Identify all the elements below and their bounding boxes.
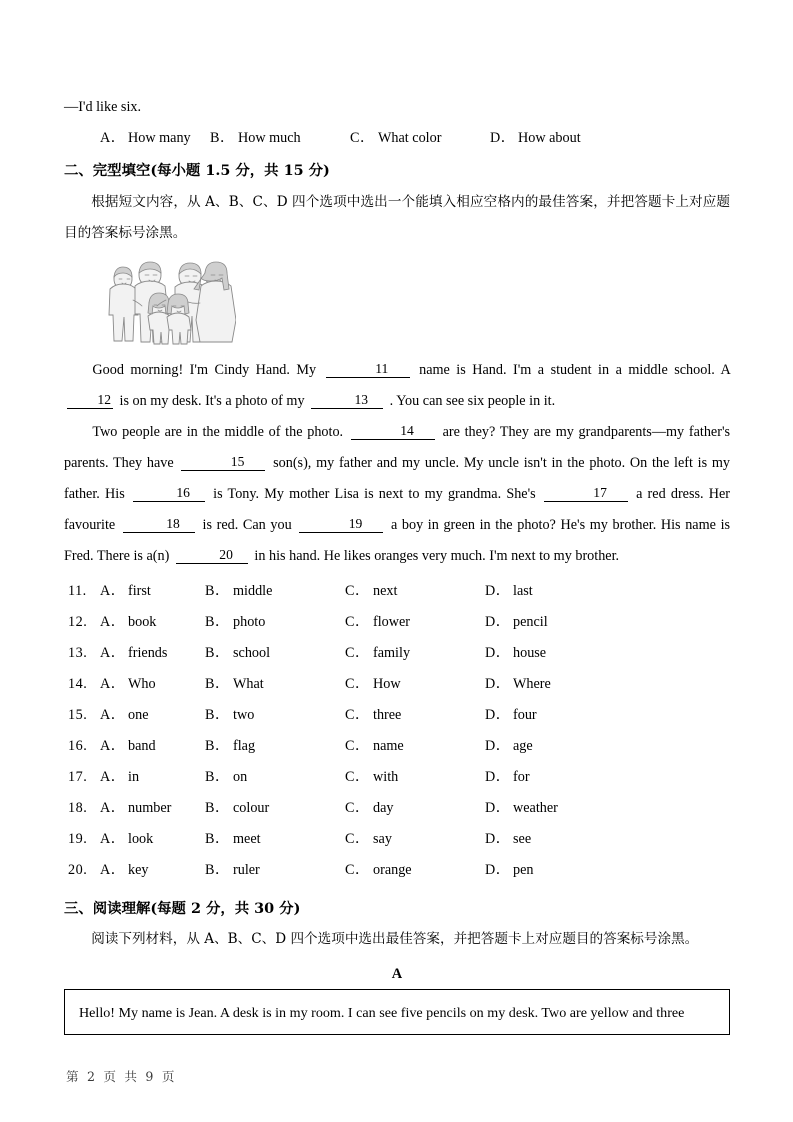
option-d-text-13[interactable]: house	[513, 645, 547, 661]
cloze-passage-paragraph-1	[64, 355, 730, 417]
option-c-label-20: C．	[345, 862, 370, 878]
option-a-text-12[interactable]: book	[128, 614, 157, 630]
question-number-19: 19.	[68, 831, 88, 847]
cloze-blank-20[interactable]: 20	[176, 547, 248, 564]
option-c-label: C．	[350, 130, 375, 146]
option-d-label-14: D．	[485, 676, 511, 692]
option-d-text-12[interactable]: pencil	[513, 614, 548, 630]
option-c-label-15: C．	[345, 707, 370, 723]
option-b-label-18: B．	[205, 800, 230, 816]
option-c-text-17[interactable]: with	[373, 769, 399, 785]
material-letter-a: A	[391, 966, 403, 982]
option-d-text-17[interactable]: for	[513, 769, 530, 785]
option-a-label-16: A．	[100, 738, 126, 754]
option-a-text-18[interactable]: number	[128, 800, 172, 816]
option-b-text-11[interactable]: middle	[233, 583, 273, 599]
option-b-text-13[interactable]: school	[233, 645, 271, 661]
option-b-label-20: B．	[205, 862, 230, 878]
option-b-label-19: B．	[205, 831, 230, 847]
carryover-question-stem: —I'd like six.	[64, 99, 142, 115]
question-number-16: 16.	[68, 738, 88, 754]
option-c-text-19[interactable]: say	[373, 831, 392, 847]
cloze-option-list	[64, 576, 730, 886]
option-a-text-15[interactable]: one	[128, 707, 149, 723]
option-a-text-14[interactable]: Who	[128, 676, 156, 692]
passage-text: Good morning! I'm Cindy Hand. My	[92, 362, 317, 378]
option-d-label-19: D．	[485, 831, 511, 847]
page-content	[64, 92, 730, 1035]
cloze-blank-14[interactable]: 14	[351, 423, 435, 440]
option-a-label-20: A．	[100, 862, 126, 878]
option-d-label-16: D．	[485, 738, 511, 754]
option-c-text[interactable]: What color	[378, 130, 442, 146]
option-b-label-15: B．	[205, 707, 230, 723]
cloze-blank-13[interactable]: 13	[311, 392, 383, 409]
option-b-text-14[interactable]: What	[233, 676, 264, 692]
option-a-label-17: A．	[100, 769, 126, 785]
option-b-text-15[interactable]: two	[233, 707, 255, 723]
option-b-label-16: B．	[205, 738, 230, 754]
option-d-text-15[interactable]: four	[513, 707, 537, 723]
option-b-label-12: B．	[205, 614, 230, 630]
option-d-label-15: D．	[485, 707, 511, 723]
option-c-label-12: C．	[345, 614, 370, 630]
option-a-label-11: A．	[100, 583, 126, 599]
cloze-passage-paragraph-2	[64, 417, 730, 572]
reading-material-text: Hello! My name is Jean. A desk is in my room. I can see five pencils on my desk. Two are yellow and three	[79, 1005, 685, 1021]
option-c-label-13: C．	[345, 645, 370, 661]
option-c-text-15[interactable]: three	[373, 707, 402, 723]
passage-text: is Tony. My mother Lisa is next to my grandma. She's	[213, 486, 536, 502]
question-number-18: 18.	[68, 800, 88, 816]
option-b-label-13: B．	[205, 645, 230, 661]
option-d-text-11[interactable]: last	[513, 583, 533, 599]
option-d-label-20: D．	[485, 862, 511, 878]
option-c-text-16[interactable]: name	[373, 738, 404, 754]
option-b-text-18[interactable]: colour	[233, 800, 270, 816]
option-a-text-19[interactable]: look	[128, 831, 154, 847]
cloze-option-row-20	[64, 855, 730, 886]
option-a-label-12: A．	[100, 614, 126, 630]
option-d-text-16[interactable]: age	[513, 738, 533, 754]
passage-text: is red. Can you	[202, 517, 292, 533]
cloze-blank-19[interactable]: 19	[299, 516, 383, 533]
option-a-label-19: A．	[100, 831, 126, 847]
question-number-17: 17.	[68, 769, 88, 785]
option-d-label: D．	[490, 130, 516, 146]
passage-text: a red dress. Her favourite	[64, 486, 731, 533]
option-d-text-20[interactable]: pen	[513, 862, 534, 878]
cloze-blank-18[interactable]: 18	[123, 516, 195, 533]
option-a-label-13: A．	[100, 645, 126, 661]
passage-text: in his hand. He likes oranges very much. I'm next to my brother.	[254, 548, 620, 564]
option-c-text-14[interactable]: How	[373, 676, 401, 692]
passage-text: is on my desk. It's a photo of my	[119, 393, 305, 409]
cloze-blank-15[interactable]: 15	[181, 454, 265, 471]
cloze-blank-11[interactable]: 11	[326, 361, 410, 378]
option-c-label-11: C．	[345, 583, 370, 599]
passage-text: son(s), my father and my uncle. My uncle isn't in the photo. On the left is my father. His	[64, 455, 730, 502]
cloze-option-row-14	[64, 669, 730, 700]
section-three-heading: 三、阅读理解(每题 2 分，共 30 分)	[64, 900, 301, 917]
question-number-15: 15.	[68, 707, 88, 723]
cloze-option-row-17	[64, 762, 730, 793]
option-b-text-19[interactable]: meet	[233, 831, 261, 847]
option-a-label: A．	[100, 130, 126, 146]
section-two-instruction: 根据短文内容，从 A、B、C、D 四个选项中选出一个能填入相应空格内的最佳答案，并把答题卡上对应题目的答案标号涂黑。	[64, 194, 730, 241]
question-number-13: 13.	[68, 645, 88, 661]
option-c-text-18[interactable]: day	[373, 800, 394, 816]
passage-text: . You can see six people in it.	[389, 393, 556, 409]
cloze-option-row-15	[64, 700, 730, 731]
option-c-label-16: C．	[345, 738, 370, 754]
section-two-heading: 二、完型填空(每小题 1.5 分，共 15 分)	[64, 162, 330, 179]
option-b-label-17: B．	[205, 769, 230, 785]
passage-text: are they? They are my grandparents—my father's parents. They have	[64, 424, 731, 471]
page-footer: 第 2 页 共 9 页	[66, 1069, 177, 1084]
cloze-option-row-16	[64, 731, 730, 762]
option-c-text-20[interactable]: orange	[373, 862, 412, 878]
option-a-text-16[interactable]: band	[128, 738, 156, 754]
passage-text: Two people are in the middle of the photo.	[92, 424, 344, 440]
reading-material-box	[64, 989, 730, 1035]
option-d-text-18[interactable]: weather	[513, 800, 558, 816]
option-d-text-14[interactable]: Where	[513, 676, 551, 692]
question-number-11: 11.	[68, 583, 87, 599]
option-b-text-17[interactable]: on	[233, 769, 248, 785]
option-c-label-17: C．	[345, 769, 370, 785]
passage-text: name is Hand. I'm a student in a middle school. A	[419, 362, 730, 378]
option-c-text-13[interactable]: family	[373, 645, 411, 661]
option-a-text-13[interactable]: friends	[128, 645, 168, 661]
option-b-text[interactable]: How much	[238, 130, 301, 146]
option-a-text[interactable]: How many	[128, 130, 191, 146]
cloze-option-row-18	[64, 793, 730, 824]
question-number-12: 12.	[68, 614, 88, 630]
option-b-text-16[interactable]: flag	[233, 738, 256, 754]
option-b-label: B．	[210, 130, 235, 146]
cloze-blank-12[interactable]: 12	[67, 392, 113, 409]
question-number-20: 20.	[68, 862, 88, 878]
cloze-option-row-12	[64, 607, 730, 638]
option-d-text-19[interactable]: see	[513, 831, 532, 847]
cloze-option-row-13	[64, 638, 730, 669]
option-a-label-14: A．	[100, 676, 126, 692]
option-d-label-18: D．	[485, 800, 511, 816]
question-number-14: 14.	[68, 676, 88, 692]
option-d-label-17: D．	[485, 769, 511, 785]
cloze-blank-17[interactable]: 17	[544, 485, 628, 502]
cloze-option-row-19	[64, 824, 730, 855]
option-c-label-14: C．	[345, 676, 370, 692]
option-a-text-17[interactable]: in	[128, 769, 140, 785]
option-b-text-20[interactable]: ruler	[233, 862, 260, 878]
option-d-text[interactable]: How about	[518, 130, 581, 146]
carryover-option-row	[64, 123, 730, 154]
option-d-label-12: D．	[485, 614, 511, 630]
option-c-label-19: C．	[345, 831, 370, 847]
option-d-label-13: D．	[485, 645, 511, 661]
option-b-label-11: B．	[205, 583, 230, 599]
option-b-label-14: B．	[205, 676, 230, 692]
option-b-text-12[interactable]: photo	[233, 614, 266, 630]
option-c-text-12[interactable]: flower	[373, 614, 411, 630]
option-c-text-11[interactable]: next	[373, 583, 398, 599]
option-a-text-20[interactable]: key	[128, 862, 149, 878]
option-a-text-11[interactable]: first	[128, 583, 151, 599]
family-photo-illustration	[88, 255, 236, 351]
passage-text: a boy in green in the photo? He's my brother. His name is Fred. There is a(n)	[64, 517, 731, 564]
cloze-option-row-11	[64, 576, 730, 607]
cloze-blank-16[interactable]: 16	[133, 485, 205, 502]
option-a-label-15: A．	[100, 707, 126, 723]
option-a-label-18: A．	[100, 800, 126, 816]
option-d-label-11: D．	[485, 583, 511, 599]
section-three-instruction: 阅读下列材料，从 A、B、C、D 四个选项中选出最佳答案，并把答题卡上对应题目的答案标号涂黑。	[91, 931, 699, 947]
option-c-label-18: C．	[345, 800, 370, 816]
